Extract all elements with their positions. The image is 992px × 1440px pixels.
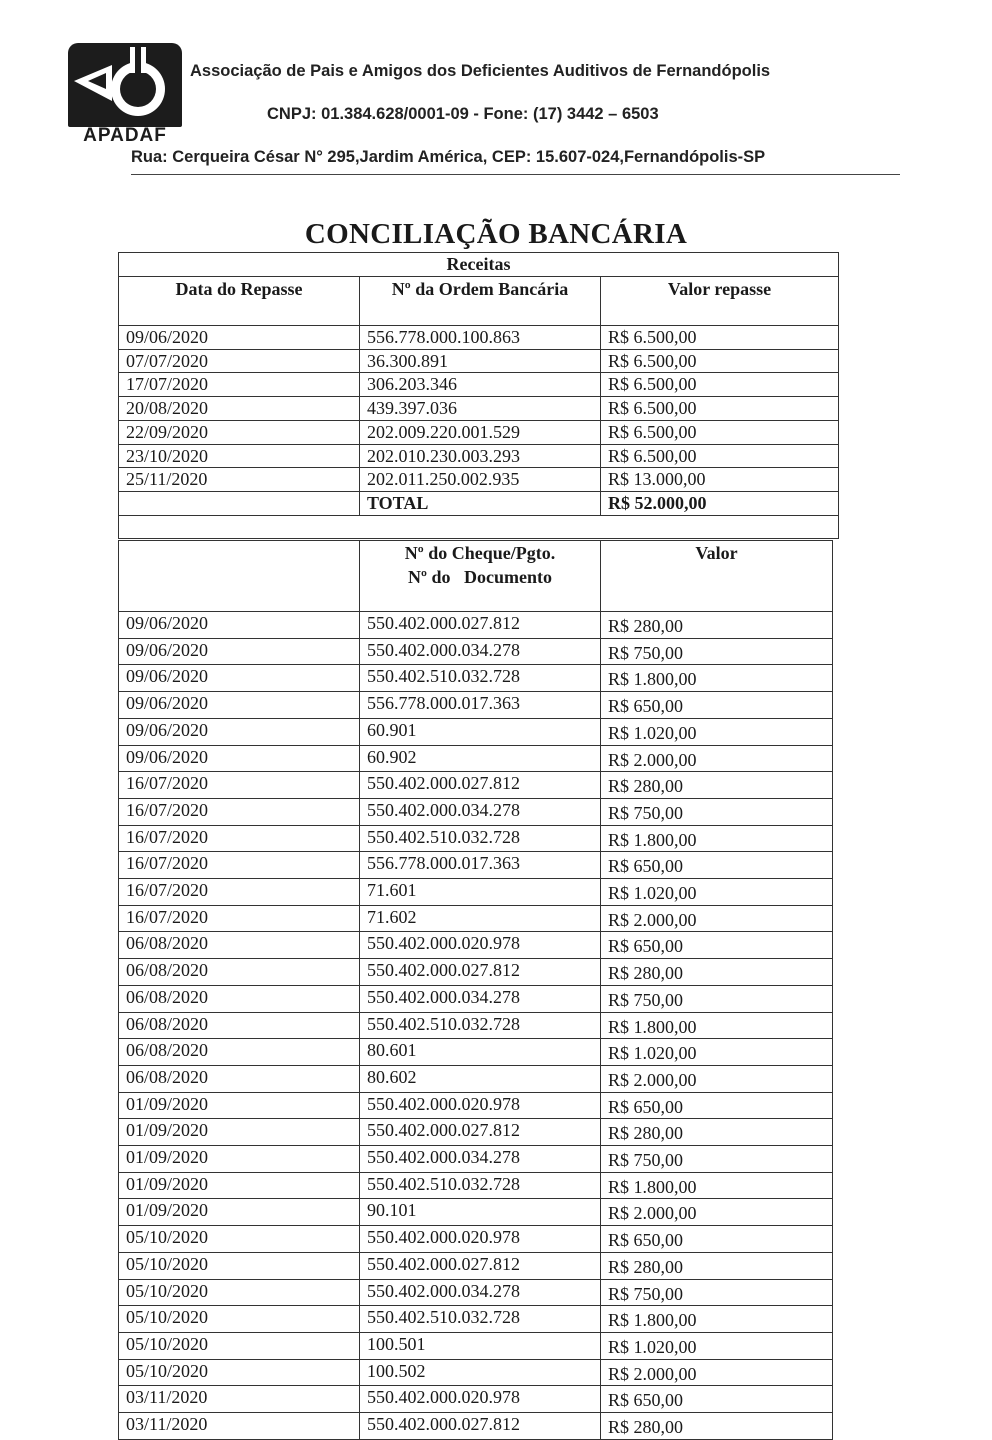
table-row [119,1332,833,1359]
date-cell: 06/08/2020 [119,959,360,986]
document-number-cell: 550.402.000.027.812 [360,1413,601,1440]
date-cell: 09/06/2020 [119,326,360,350]
table-row [119,638,833,665]
date-cell: 09/06/2020 [119,718,360,745]
amount-cell: R$ 6.500,00 [601,373,839,397]
amount-cell: R$ 1.800,00 [601,825,833,852]
date-cell: 03/11/2020 [119,1386,360,1413]
receitas-table [118,252,839,539]
document-number-cell: 550.402.000.034.278 [360,638,601,665]
address-line: Rua: Cerqueira César N° 295,Jardim América, CEP: 15.607-024,Fernandópolis-SP [131,148,766,166]
amount-cell: R$ 650,00 [601,1092,833,1119]
apadaf-logo [68,43,182,145]
logo-text: APADAF [83,125,167,146]
table-row [119,852,833,879]
table-row [119,985,833,1012]
table-row [119,1199,833,1226]
table-row [119,1039,833,1066]
date-cell: 16/07/2020 [119,772,360,799]
document-number-cell: 71.601 [360,879,601,906]
header-valor: Valor [601,541,833,612]
document-number-cell: 556.778.000.100.863 [360,326,601,350]
table-row [119,1279,833,1306]
document-number-cell: 556.778.000.017.363 [360,852,601,879]
date-cell: 20/08/2020 [119,397,360,421]
document-number-cell: 550.402.000.027.812 [360,612,601,639]
date-cell: 16/07/2020 [119,905,360,932]
date-cell: 09/06/2020 [119,638,360,665]
total-value: R$ 52.000,00 [601,491,839,515]
table-row [119,373,839,397]
date-cell: 09/06/2020 [119,665,360,692]
date-cell: 05/10/2020 [119,1252,360,1279]
date-cell: 22/09/2020 [119,420,360,444]
document-number-cell: 550.402.510.032.728 [360,1012,601,1039]
amount-cell: R$ 13.000,00 [601,468,839,492]
document-number-cell: 439.397.036 [360,397,601,421]
receitas-rows [119,326,839,492]
document-number-cell: 550.402.000.020.978 [360,932,601,959]
header-documento-line2: Nº do Documento [408,567,552,587]
document-number-cell: 550.402.510.032.728 [360,665,601,692]
ear-symbol-icon [68,43,182,127]
document-number-cell: 550.402.000.027.812 [360,1252,601,1279]
date-cell: 05/10/2020 [119,1359,360,1386]
amount-cell: R$ 280,00 [601,612,833,639]
document-number-cell: 550.402.000.020.978 [360,1386,601,1413]
header-data-repasse: Data do Repasse [119,277,360,326]
total-label: TOTAL [360,491,601,515]
amount-cell: R$ 1.020,00 [601,1332,833,1359]
header-ordem-bancaria: Nº da Ordem Bancária [360,277,601,326]
date-cell: 01/09/2020 [119,1092,360,1119]
amount-cell: R$ 280,00 [601,1252,833,1279]
document-number-cell: 550.402.510.032.728 [360,1306,601,1333]
table-row [119,397,839,421]
amount-cell: R$ 1.020,00 [601,718,833,745]
date-cell: 05/10/2020 [119,1306,360,1333]
header-valor-repasse: Valor repasse [601,277,839,326]
date-cell: 01/09/2020 [119,1146,360,1173]
table-row [119,1065,833,1092]
document-number-cell: 550.402.510.032.728 [360,1172,601,1199]
total-row [119,491,839,515]
amount-cell: R$ 650,00 [601,1226,833,1253]
date-cell: 05/10/2020 [119,1332,360,1359]
date-cell: 09/06/2020 [119,692,360,719]
organization-name: Associação de Pais e Amigos dos Deficientes Auditivos de Fernandópolis [190,62,771,80]
amount-cell: R$ 6.500,00 [601,420,839,444]
document-number-cell: 202.011.250.002.935 [360,468,601,492]
amount-cell: R$ 280,00 [601,959,833,986]
amount-cell: R$ 750,00 [601,798,833,825]
amount-cell: R$ 1.020,00 [601,1039,833,1066]
table-row [119,798,833,825]
amount-cell: R$ 6.500,00 [601,349,839,373]
date-cell: 03/11/2020 [119,1413,360,1440]
table-row [119,1306,833,1333]
date-cell: 06/08/2020 [119,1065,360,1092]
date-cell: 01/09/2020 [119,1119,360,1146]
document-number-cell: 550.402.000.020.978 [360,1226,601,1253]
date-cell: 16/07/2020 [119,825,360,852]
document-number-cell: 556.778.000.017.363 [360,692,601,719]
document-number-cell: 202.010.230.003.293 [360,444,601,468]
table-row [119,1226,833,1253]
date-cell: 16/07/2020 [119,879,360,906]
date-cell: 09/06/2020 [119,745,360,772]
date-cell: 07/07/2020 [119,349,360,373]
table-row [119,1172,833,1199]
date-cell: 06/08/2020 [119,1012,360,1039]
table-row [119,1413,833,1440]
table-row [119,468,839,492]
document-number-cell: 550.402.000.034.278 [360,1146,601,1173]
date-cell: 06/08/2020 [119,1039,360,1066]
amount-cell: R$ 1.800,00 [601,665,833,692]
amount-cell: R$ 1.800,00 [601,1306,833,1333]
table-row [119,612,833,639]
document-number-cell: 71.602 [360,905,601,932]
document-number-cell: 90.101 [360,1199,601,1226]
table-row [119,959,833,986]
date-cell: 09/06/2020 [119,612,360,639]
table-row [119,1252,833,1279]
table-row [119,745,833,772]
table-row [119,905,833,932]
amount-cell: R$ 280,00 [601,1413,833,1440]
header-divider [131,174,900,175]
table-row [119,665,833,692]
amount-cell: R$ 650,00 [601,852,833,879]
amount-cell: R$ 280,00 [601,772,833,799]
date-cell: 01/09/2020 [119,1199,360,1226]
amount-cell: R$ 650,00 [601,932,833,959]
table-row [119,1012,833,1039]
pagamentos-rows [119,612,833,1440]
table-row [119,1386,833,1413]
amount-cell: R$ 6.500,00 [601,444,839,468]
document-number-cell: 80.602 [360,1065,601,1092]
amount-cell: R$ 280,00 [601,1119,833,1146]
document-number-cell: 550.402.000.027.812 [360,772,601,799]
document-number-cell: 550.402.000.027.812 [360,959,601,986]
document-number-cell: 60.902 [360,745,601,772]
pagamentos-table [118,540,833,1440]
amount-cell: R$ 2.000,00 [601,745,833,772]
amount-cell: R$ 2.000,00 [601,1199,833,1226]
document-number-cell: 100.501 [360,1332,601,1359]
table-row [119,1146,833,1173]
date-cell: 05/10/2020 [119,1226,360,1253]
document-title: CONCILIAÇÃO BANCÁRIA [304,218,688,250]
document-number-cell: 550.402.000.020.978 [360,1092,601,1119]
table-row [119,349,839,373]
date-cell: 16/07/2020 [119,852,360,879]
cnpj-phone-line: CNPJ: 01.384.628/0001-09 - Fone: (17) 3442 – 6503 [267,105,659,123]
document-number-cell: 550.402.000.034.278 [360,798,601,825]
document-number-cell: 550.402.510.032.728 [360,825,601,852]
document-number-cell: 550.402.000.034.278 [360,985,601,1012]
header-documento [360,541,601,612]
logo-mark [68,43,182,127]
document-number-cell: 60.901 [360,718,601,745]
amount-cell: R$ 2.000,00 [601,1359,833,1386]
amount-cell: R$ 1.800,00 [601,1172,833,1199]
table-row [119,420,839,444]
document-number-cell: 80.601 [360,1039,601,1066]
amount-cell: R$ 6.500,00 [601,326,839,350]
document-number-cell: 202.009.220.001.529 [360,420,601,444]
receitas-section-header: Receitas [119,253,839,277]
amount-cell: R$ 650,00 [601,1386,833,1413]
table-row [119,1092,833,1119]
table-row [119,718,833,745]
date-cell: 25/11/2020 [119,468,360,492]
table-row [119,1359,833,1386]
table-row [119,1119,833,1146]
amount-cell: R$ 1.800,00 [601,1012,833,1039]
date-cell: 06/08/2020 [119,985,360,1012]
date-cell: 01/09/2020 [119,1172,360,1199]
amount-cell: R$ 2.000,00 [601,905,833,932]
table-row [119,692,833,719]
document-number-cell: 36.300.891 [360,349,601,373]
document-number-cell: 306.203.346 [360,373,601,397]
total-empty-cell [119,491,360,515]
date-cell: 23/10/2020 [119,444,360,468]
date-cell: 17/07/2020 [119,373,360,397]
document-number-cell: 100.502 [360,1359,601,1386]
amount-cell: R$ 750,00 [601,1279,833,1306]
amount-cell: R$ 2.000,00 [601,1065,833,1092]
spacer-row [119,515,839,538]
table-row [119,879,833,906]
date-cell: 05/10/2020 [119,1279,360,1306]
amount-cell: R$ 750,00 [601,638,833,665]
table-row [119,932,833,959]
amount-cell: R$ 650,00 [601,692,833,719]
amount-cell: R$ 750,00 [601,1146,833,1173]
amount-cell: R$ 6.500,00 [601,397,839,421]
header-documento-line1: Nº do Cheque/Pgto. [404,543,556,563]
document-number-cell: 550.402.000.027.812 [360,1119,601,1146]
amount-cell: R$ 1.020,00 [601,879,833,906]
date-cell: 16/07/2020 [119,798,360,825]
amount-cell: R$ 750,00 [601,985,833,1012]
header-date-empty [119,541,360,612]
date-cell: 06/08/2020 [119,932,360,959]
table-row [119,825,833,852]
table-row [119,444,839,468]
table-row [119,772,833,799]
table-row [119,326,839,350]
document-number-cell: 550.402.000.034.278 [360,1279,601,1306]
